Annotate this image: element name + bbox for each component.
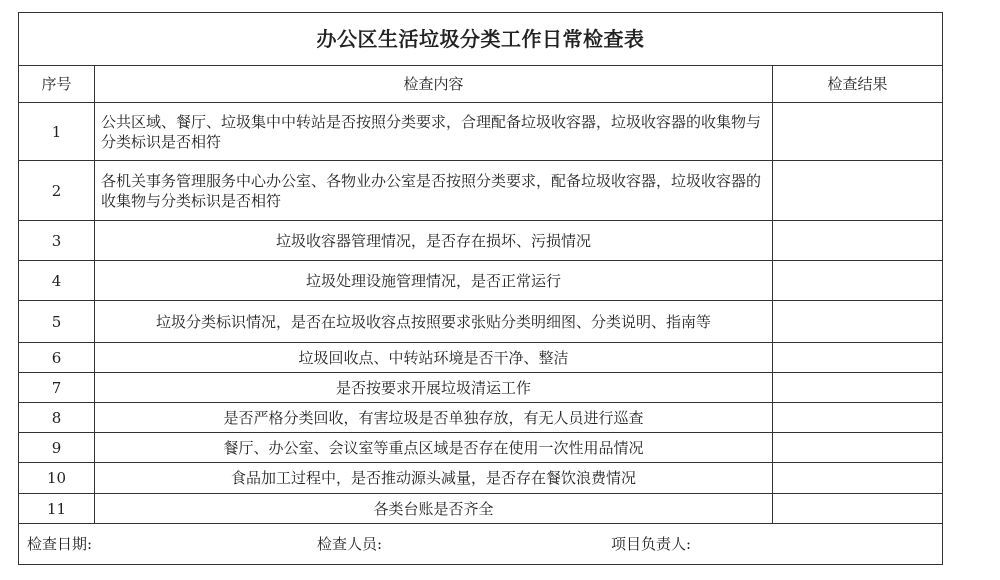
table-row (19, 463, 943, 494)
row-content: 垃圾分类标识情况，是否在垃圾收容点按照要求张贴分类明细图、分类说明、指南等 (95, 301, 773, 343)
row-content: 是否按要求开展垃圾清运工作 (95, 373, 773, 403)
row-content: 是否严格分类回收，有害垃圾是否单独存放，有无人员进行巡查 (95, 403, 773, 433)
signature-footer (19, 524, 943, 565)
row-number: 2 (19, 161, 95, 221)
row-result-cell[interactable] (773, 161, 943, 221)
row-result-cell[interactable] (773, 343, 943, 373)
inspector-label: 检查人员: (317, 535, 383, 553)
row-number: 1 (19, 103, 95, 161)
table-row (19, 373, 943, 403)
row-number: 4 (19, 261, 95, 301)
row-number: 5 (19, 301, 95, 343)
table-row (19, 494, 943, 524)
row-number: 6 (19, 343, 95, 373)
table-row (19, 403, 943, 433)
row-content: 垃圾处理设施管理情况，是否正常运行 (95, 261, 773, 301)
row-number: 10 (19, 463, 95, 494)
row-number: 3 (19, 221, 95, 261)
row-number: 7 (19, 373, 95, 403)
table-row (19, 343, 943, 373)
row-content: 食品加工过程中，是否推动源头减量，是否存在餐饮浪费情况 (95, 463, 773, 494)
table-title: 办公区生活垃圾分类工作日常检查表 (19, 13, 943, 66)
row-result-cell[interactable] (773, 433, 943, 463)
row-content: 公共区域、餐厅、垃圾集中中转站是否按照分类要求，合理配备垃圾收容器，垃圾收容器的收集物与分类标识是否相符 (95, 103, 773, 161)
row-content: 垃圾收容器管理情况，是否存在损坏、污损情况 (95, 221, 773, 261)
table-row (19, 261, 943, 301)
row-content: 垃圾回收点、中转站环境是否干净、整洁 (95, 343, 773, 373)
row-result-cell[interactable] (773, 373, 943, 403)
row-result-cell[interactable] (773, 103, 943, 161)
inspection-table (18, 12, 943, 565)
row-result-cell[interactable] (773, 463, 943, 494)
row-number: 9 (19, 433, 95, 463)
row-result-cell[interactable] (773, 261, 943, 301)
row-result-cell[interactable] (773, 494, 943, 524)
table-row (19, 301, 943, 343)
table-row (19, 103, 943, 161)
inspection-date-label: 检查日期: (27, 535, 93, 553)
row-number: 11 (19, 494, 95, 524)
table-row (19, 161, 943, 221)
row-number: 8 (19, 403, 95, 433)
header-content: 检查内容 (95, 66, 773, 103)
header-result: 检查结果 (773, 66, 943, 103)
header-no: 序号 (19, 66, 95, 103)
row-result-cell[interactable] (773, 221, 943, 261)
row-content: 各机关事务管理服务中心办公室、各物业办公室是否按照分类要求，配备垃圾收容器，垃圾收容器的收集物与分类标识是否相符 (95, 161, 773, 221)
table-row (19, 221, 943, 261)
row-result-cell[interactable] (773, 301, 943, 343)
project-manager-label: 项目负责人: (611, 535, 692, 553)
row-result-cell[interactable] (773, 403, 943, 433)
row-content: 各类台账是否齐全 (95, 494, 773, 524)
row-content: 餐厅、办公室、会议室等重点区域是否存在使用一次性用品情况 (95, 433, 773, 463)
table-row (19, 433, 943, 463)
